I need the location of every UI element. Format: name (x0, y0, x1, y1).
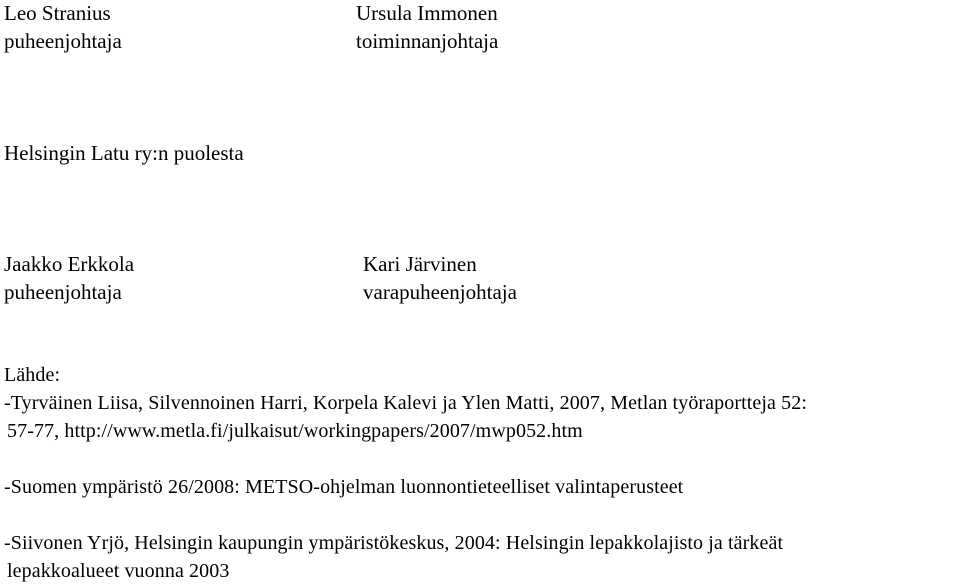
source-line: -Suomen ympäristö 26/2008: METSO-ohjelman luonnontieteelliset valintaperusteet (4, 476, 684, 498)
signatory-role: toiminnanjohtaja (356, 29, 499, 53)
signature-jaakko-erkkola (4, 250, 134, 306)
signatory-role: puheenjohtaja (4, 280, 122, 304)
signature-leo-stranius (4, 0, 122, 55)
source-line: 57-77, http://www.metla.fi/julkaisut/workingpapers/2007/mwp052.htm (7, 420, 583, 442)
signatory-role: puheenjohtaja (4, 29, 122, 53)
source-item-tyrvainen (4, 389, 807, 445)
signatory-name: Leo Stranius (4, 1, 111, 25)
source-line: lepakkoalueet vuonna 2003 (7, 560, 230, 582)
source-item-siivonen (4, 529, 783, 585)
source-line: -Tyrväinen Liisa, Silvennoinen Harri, Korpela Kalevi ja Ylen Matti, 2007, Metlan työraportteja 52: (4, 392, 807, 414)
signatory-name: Jaakko Erkkola (4, 252, 135, 276)
signatory-name: Kari Järvinen (363, 252, 477, 276)
source-item-suomen-ymparisto (4, 473, 683, 501)
on-behalf-line: Helsingin Latu ry:n puolesta (4, 141, 244, 165)
sources-heading: Lähde: (4, 364, 61, 386)
signature-ursula-immonen (356, 0, 498, 55)
signatory-name: Ursula Immonen (356, 1, 498, 25)
signatory-role: varapuheenjohtaja (363, 280, 517, 304)
source-line: -Siivonen Yrjö, Helsingin kaupungin ympäristökeskus, 2004: Helsingin lepakkolajisto ja tärkeät (4, 532, 784, 554)
signature-kari-jarvinen (363, 250, 517, 306)
